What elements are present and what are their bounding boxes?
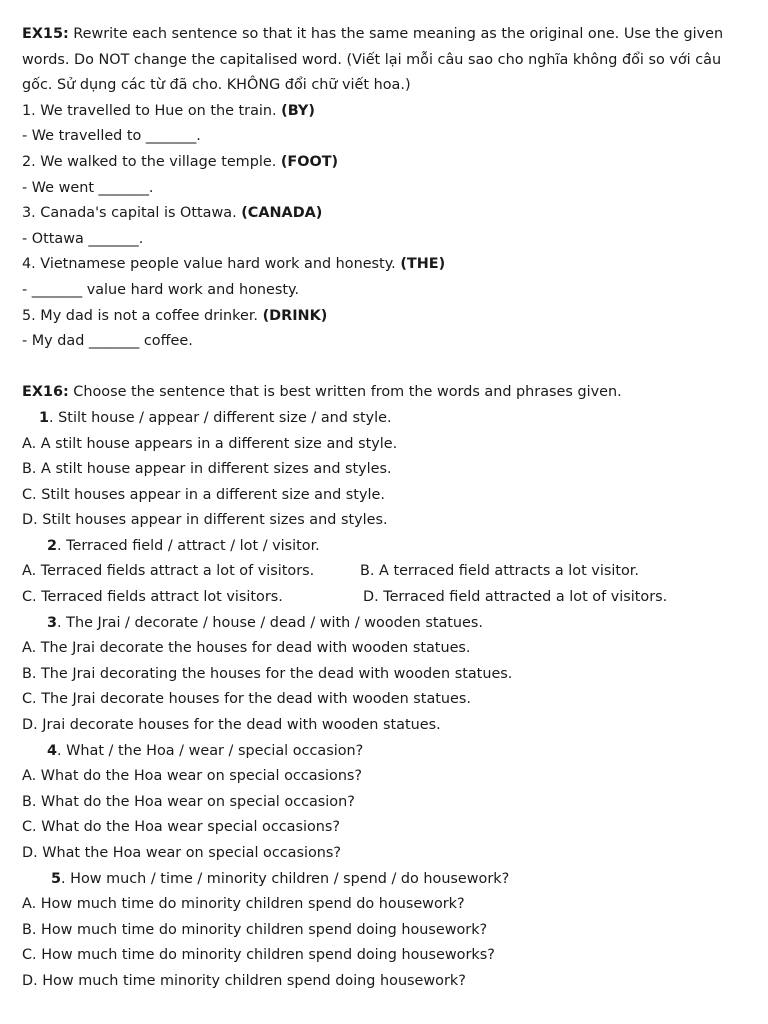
ex16-instruction-text: Choose the sentence that is best written from the words and phrases given. <box>68 384 622 401</box>
option-a: A. What do the Hoa wear on special occasions? <box>22 768 363 785</box>
option-d: D. How much time minority children spend doing housework? <box>22 972 466 989</box>
ex15-rewrite-5: - My dad _______ coffee. <box>22 333 193 350</box>
ex15-label: EX15: <box>22 26 69 42</box>
option-a: A. The Jrai decorate the houses for dead with wooden statues. <box>22 640 471 657</box>
option-b: B. The Jrai decorating the houses for the dead with wooden statues. <box>22 665 513 682</box>
ex15-item-2 <box>22 150 742 176</box>
ex15-instruction-text: Rewrite each sentence so that it has the same meaning as the original one. Use the given words. Do NOT change the capitalised word. (Viết lại mỗi câu sao cho nghĩa không đổi so với câu gốc. Sử dụng các từ đã cho. KHÔNG đổi chữ viết hoa.) <box>22 26 724 94</box>
ex16-question-4 <box>22 739 742 765</box>
ex15-rewrite-1: - We travelled to _______. <box>22 128 201 145</box>
option-c: C. How much time do minority children spend doing houseworks? <box>22 947 495 964</box>
question-prompt: . Stilt house / appear / different size / and style. <box>49 409 392 426</box>
ex15-question: 1. We travelled to Hue on the train. <box>22 102 282 119</box>
ex15-given-word: (THE) <box>400 256 446 273</box>
ex15-item-1 <box>22 99 742 125</box>
ex15-given-word: (FOOT) <box>280 153 339 170</box>
option-d: D. Terraced field attracted a lot of visitors. <box>363 589 668 606</box>
ex15-item-4 <box>22 252 742 278</box>
ex16-question-3 <box>22 611 742 637</box>
question-number: 3 <box>47 614 58 631</box>
option-c: C. Terraced fields attract lot visitors. <box>22 589 283 606</box>
option-d: D. What the Hoa wear on special occasions? <box>22 845 342 861</box>
options-row-ab <box>22 559 742 585</box>
question-number: 2 <box>47 537 58 554</box>
question-prompt: . What / the Hoa / wear / special occasion? <box>57 742 364 759</box>
ex15-given-word: (BY) <box>281 102 315 119</box>
ex16-question-5 <box>22 867 742 893</box>
ex16-question-2 <box>22 534 742 560</box>
option-c: C. The Jrai decorate houses for the dead with wooden statues. <box>22 691 471 708</box>
option-a: A. How much time do minority children spend do housework? <box>22 896 465 913</box>
question-number: 4 <box>47 742 58 759</box>
question-number: 5 <box>51 870 62 887</box>
question-prompt: . How much / time / minority children / spend / do housework? <box>61 870 510 887</box>
ex15-question: 3. Canada's capital is Ottawa. <box>22 205 242 222</box>
ex15-question: 4. Vietnamese people value hard work and honesty. <box>22 256 401 273</box>
option-a: A. A stilt house appears in a different size and style. <box>22 435 398 452</box>
worksheet <box>22 22 742 995</box>
section-gap <box>22 355 742 381</box>
ex15-rewrite-3: - Ottawa _______. <box>22 230 144 247</box>
ex15-given-word: (CANADA) <box>241 205 323 222</box>
option-b: B. What do the Hoa wear on special occasion? <box>22 793 355 810</box>
option-b: B. A terraced field attracts a lot visitor. <box>360 563 639 580</box>
ex15-question: 5. My dad is not a coffee drinker. <box>22 307 263 324</box>
question-prompt: . Terraced field / attract / lot / visitor. <box>57 537 320 554</box>
option-b: B. How much time do minority children spend doing housework? <box>22 921 488 938</box>
ex16-instruction <box>22 380 742 406</box>
question-number: 1 <box>39 409 50 426</box>
ex15-given-word: (DRINK) <box>262 307 328 324</box>
option-c: C. What do the Hoa wear special occasions? <box>22 819 341 836</box>
option-d: D. Stilt houses appear in different sizes and styles. <box>22 512 388 529</box>
option-a: A. Terraced fields attract a lot of visitors. <box>22 563 315 580</box>
ex16-question-1 <box>22 406 742 432</box>
option-d: D. Jrai decorate houses for the dead with wooden statues. <box>22 717 441 734</box>
ex15-question: 2. We walked to the village temple. <box>22 153 281 170</box>
option-c: C. Stilt houses appear in a different size and style. <box>22 486 385 503</box>
ex15-rewrite-2: - We went _______. <box>22 179 154 196</box>
options-row-cd <box>22 585 742 611</box>
question-prompt: . The Jrai / decorate / house / dead / with / wooden statues. <box>57 614 483 631</box>
ex15-item-5 <box>22 304 742 330</box>
ex16-label: EX16: <box>22 384 69 401</box>
ex15-instruction <box>22 22 742 99</box>
option-b: B. A stilt house appear in different sizes and styles. <box>22 461 392 478</box>
ex15-item-3 <box>22 201 742 227</box>
ex15-rewrite-4: - _______ value hard work and honesty. <box>22 281 300 298</box>
